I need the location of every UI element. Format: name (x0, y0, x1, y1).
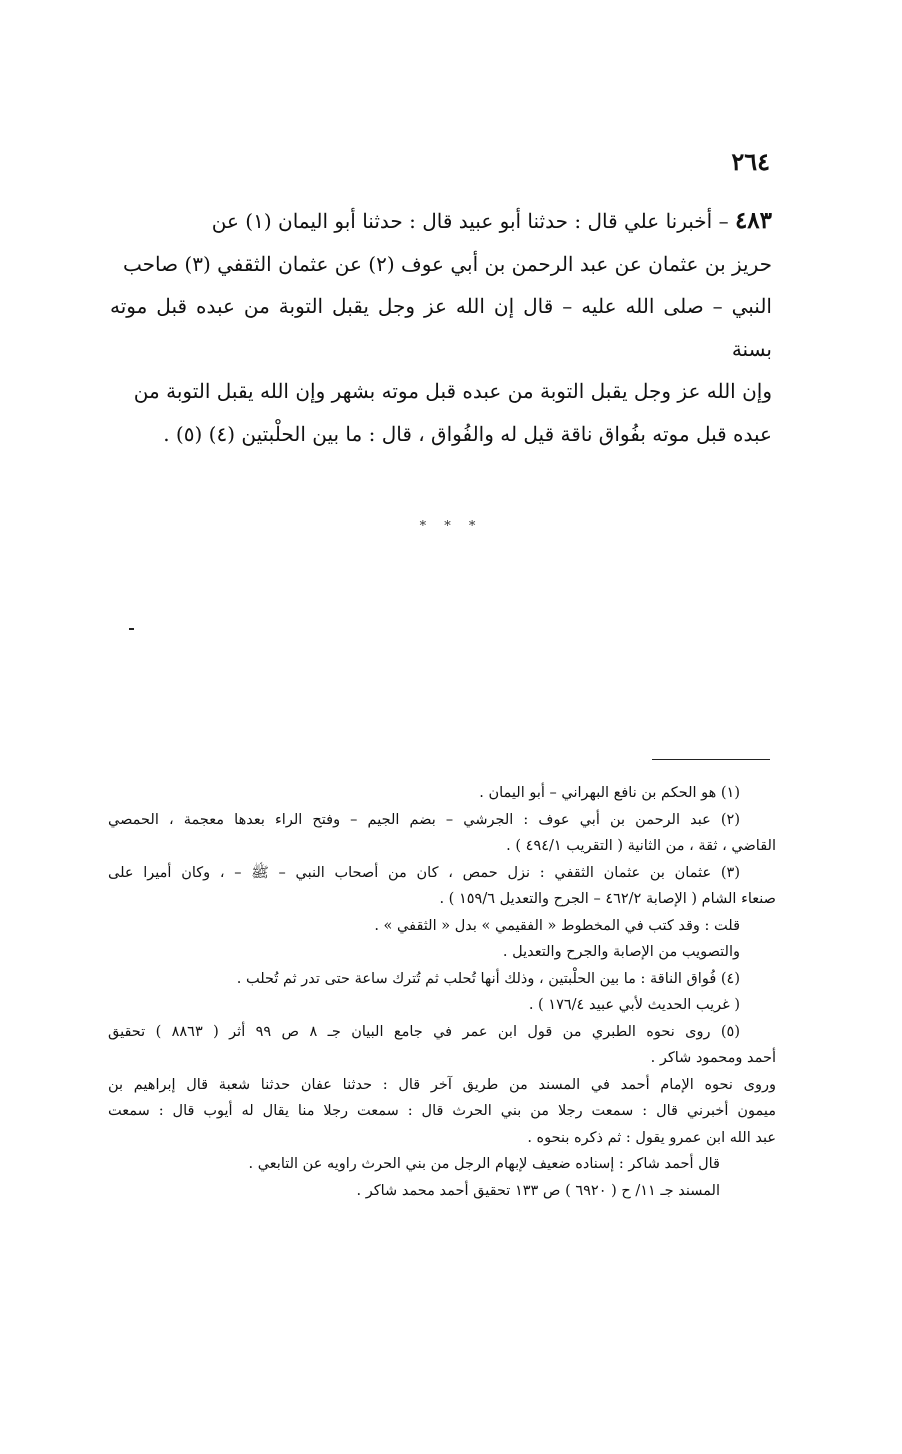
footnote-line: (١) هو الحكم بن نافع البهراني – أبو اليمان . (479, 785, 740, 801)
hadith-text (110, 200, 772, 455)
footnote-line: (٣) عثمان بن عثمان الثقفي : نزل حمص ، كان من أصحاب النبي – ﷺ – ، وكان أميرا على (108, 864, 740, 881)
footnote-divider (652, 759, 770, 760)
footnote-line: قال أحمد شاكر : إسناده ضعيف لإبهام الرجل من بني الحرث راويه عن التابعي . (248, 1156, 720, 1172)
scan-mark (129, 628, 134, 630)
footnote-line: صنعاء الشام ( الإصابة ٤٦٢/٢ – الجرح والتعديل ١٥٩/٦ ) . (439, 891, 776, 907)
footnote-line: أحمد ومحمود شاكر . (650, 1050, 776, 1066)
footnote-line: والتصويب من الإصابة والجرح والتعديل . (502, 944, 740, 960)
hadith-line: عبده قبل موته بفُواق ناقة قيل له والفُواق ، قال : ما بين الحلْبتين (٤) (٥) . (163, 421, 772, 446)
page-number: ٢٦٤ (731, 147, 770, 176)
footnote-line: (٢) عبد الرحمن بن أبي عوف : الجرشي – بضم الجيم – وفتح الراء بعدها معجمة ، الحمصي (108, 811, 740, 828)
hadith-line: حريز بن عثمان عن عبد الرحمن بن أبي عوف (٢) عن عثمان الثقفي (٣) صاحب (122, 251, 772, 276)
footnote-line: عبد الله ابن عمرو يقول : ثم ذكره بنحوه . (527, 1129, 776, 1146)
footnote-line: قلت : وقد كتب في المخطوط « الفقيمي » بدل « الثقفي » . (374, 917, 740, 934)
footnote-line: ميمون أخبرني قال : سمعت رجلا من بني الحرث قال : سمعت رجلا منا يقال له أيوب قال : سمعت (108, 1103, 776, 1119)
footnote-line: القاضي ، ثقة ، من الثانية ( التقريب ٤٩٤/١ ) . (506, 838, 776, 854)
footnote-line: ( غريب الحديث لأبي عبيد ١٧٦/٤ ) . (528, 997, 740, 1013)
footnote-line: (٥) روى نحوه الطبري من قول ابن عمر في جامع البيان جـ ٨ ص ٩٩ أثر ( ٨٨٦٣ ) تحقيق (108, 1023, 740, 1040)
hadith-line (110, 200, 772, 243)
footnote-line: المسند جـ ١١/ ح ( ٦٩٢٠ ) ص ١٣٣ تحقيق أحمد محمد شاكر . (356, 1182, 720, 1199)
footnotes (108, 780, 776, 1204)
hadith-number: ٤٨٣ (734, 207, 772, 234)
hadith-line: وإن الله عز وجل يقبل التوبة من عبده قبل موته بشهر وإن الله يقبل التوبة من (133, 379, 772, 403)
footnote-line: (٤) فُواق الناقة : ما بين الحلْبتين ، وذلك أنها تُحلب ثم تُترك ساعة حتى تدر ثم تُحلب . (236, 970, 740, 987)
footnote-line: وروى نحوه الإمام أحمد في المسند من طريق آخر قال : حدثنا عفان حدثنا شعبة قال إبراهيم بن (108, 1076, 776, 1093)
hadith-line-text: – أخبرنا علي قال : حدثنا أبو عبيد قال : حدثنا أبو اليمان (١) عن (211, 209, 729, 233)
hadith-line: النبي – صلى الله عليه – قال إن الله عز وجل يقبل التوبة من عبده قبل موته بسنة (110, 294, 772, 361)
section-separator: * * * (419, 519, 483, 534)
